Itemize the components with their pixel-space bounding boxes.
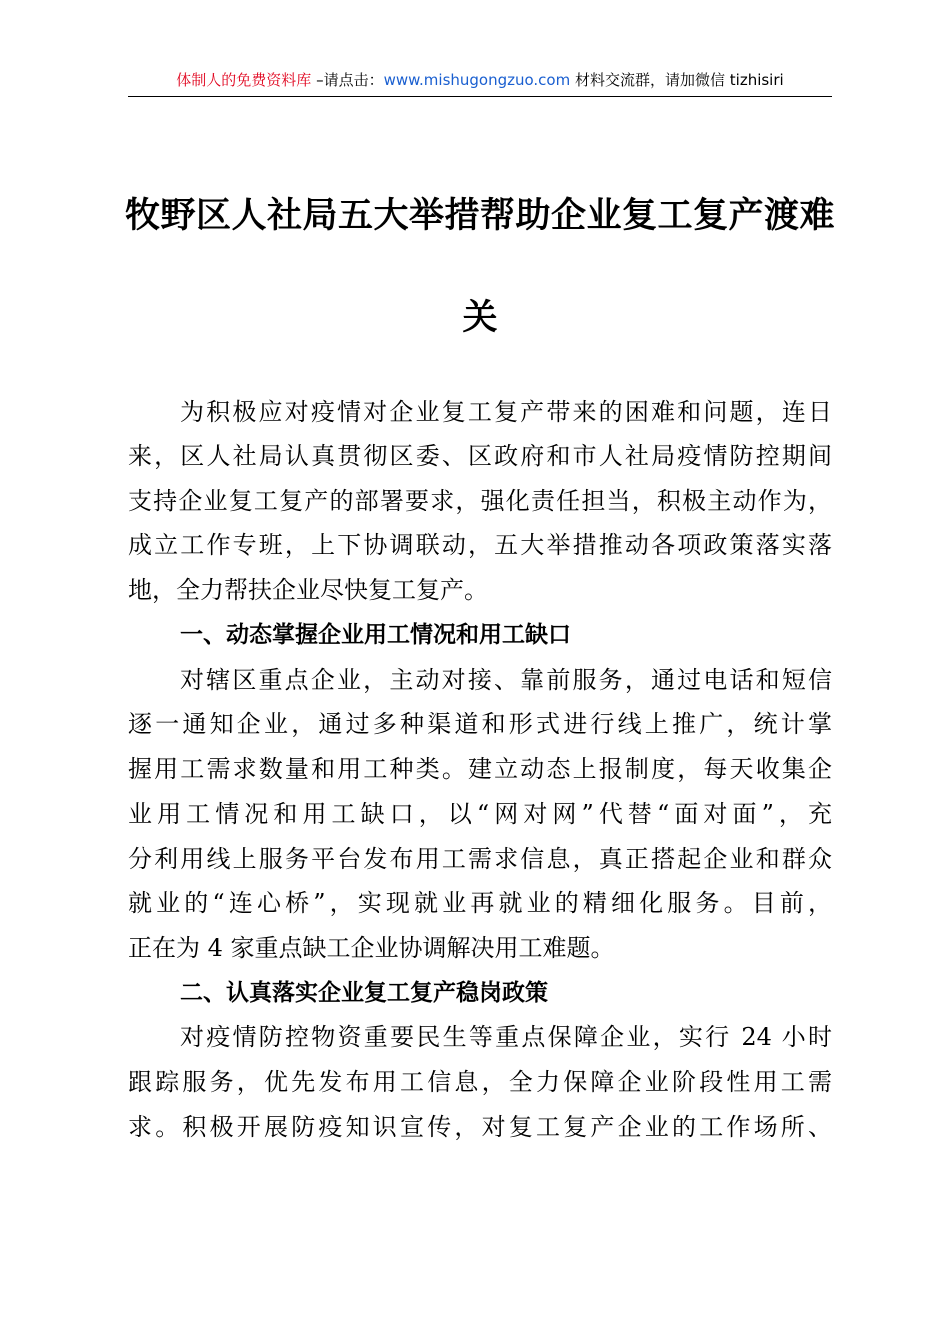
paragraph1-line: 成立工作专班，上下协调联动，五大举措推动各项政策落实落	[128, 531, 832, 559]
paragraph1-line: 地，全力帮扶企业尽快复工复产。	[128, 576, 488, 604]
paragraph2-line: 对辖区重点企业，主动对接、靠前服务，通过电话和短信	[180, 666, 832, 694]
header-site-name: 体制人的免费资料库	[176, 71, 312, 89]
paragraph1-line: 来，区人社局认真贯彻区委、区政府和市人社局疫情防控期间	[128, 442, 832, 470]
paragraph2-line: 握用工需求数量和用工种类。建立动态上报制度，每天收集企	[128, 755, 832, 783]
paragraph2-line: 就业的“连心桥”，实现就业再就业的精细化服务。目前，	[128, 889, 832, 917]
paragraph3-line: 跟踪服务，优先发布用工信息，全力保障企业阶段性用工需	[128, 1068, 832, 1096]
paragraph2-line: 业用工情况和用工缺口，以“网对网”代替“面对面”，充	[128, 800, 832, 828]
section-heading-1: 一、动态掌握企业用工情况和用工缺口	[180, 622, 571, 648]
paragraph3-line: 求。积极开展防疫知识宣传，对复工复产企业的工作场所、	[128, 1113, 832, 1141]
paragraph1-line: 支持企业复工复产的部署要求，强化责任担当，积极主动作为，	[128, 487, 832, 515]
paragraph1-line: 为积极应对疫情对企业复工复产带来的困难和问题，连日	[180, 398, 832, 426]
header-separator: –请点击：	[311, 71, 384, 89]
document-title-line2: 关	[462, 297, 498, 338]
paragraph3-line: 对疫情防控物资重要民生等重点保障企业，实行 24 小时	[180, 1023, 832, 1051]
page-header	[128, 70, 832, 97]
document-title-line1: 牧野区人社局五大举措帮助企业复工复产渡难	[124, 195, 835, 236]
paragraph2-line: 逐一通知企业，通过多种渠道和形式进行线上推广，统计掌	[128, 710, 832, 738]
section-heading-2: 二、认真落实企业复工复产稳岗政策	[180, 980, 548, 1006]
paragraph2-line: 分利用线上服务平台发布用工需求信息，真正搭起企业和群众	[128, 845, 832, 873]
header-url-link[interactable]: www.mishugongzuo.com	[383, 71, 571, 89]
paragraph2-line: 正在为 4 家重点缺工企业协调解决用工难题。	[128, 934, 615, 962]
header-contact: 材料交流群，请加微信 tizhisiri	[570, 71, 784, 89]
